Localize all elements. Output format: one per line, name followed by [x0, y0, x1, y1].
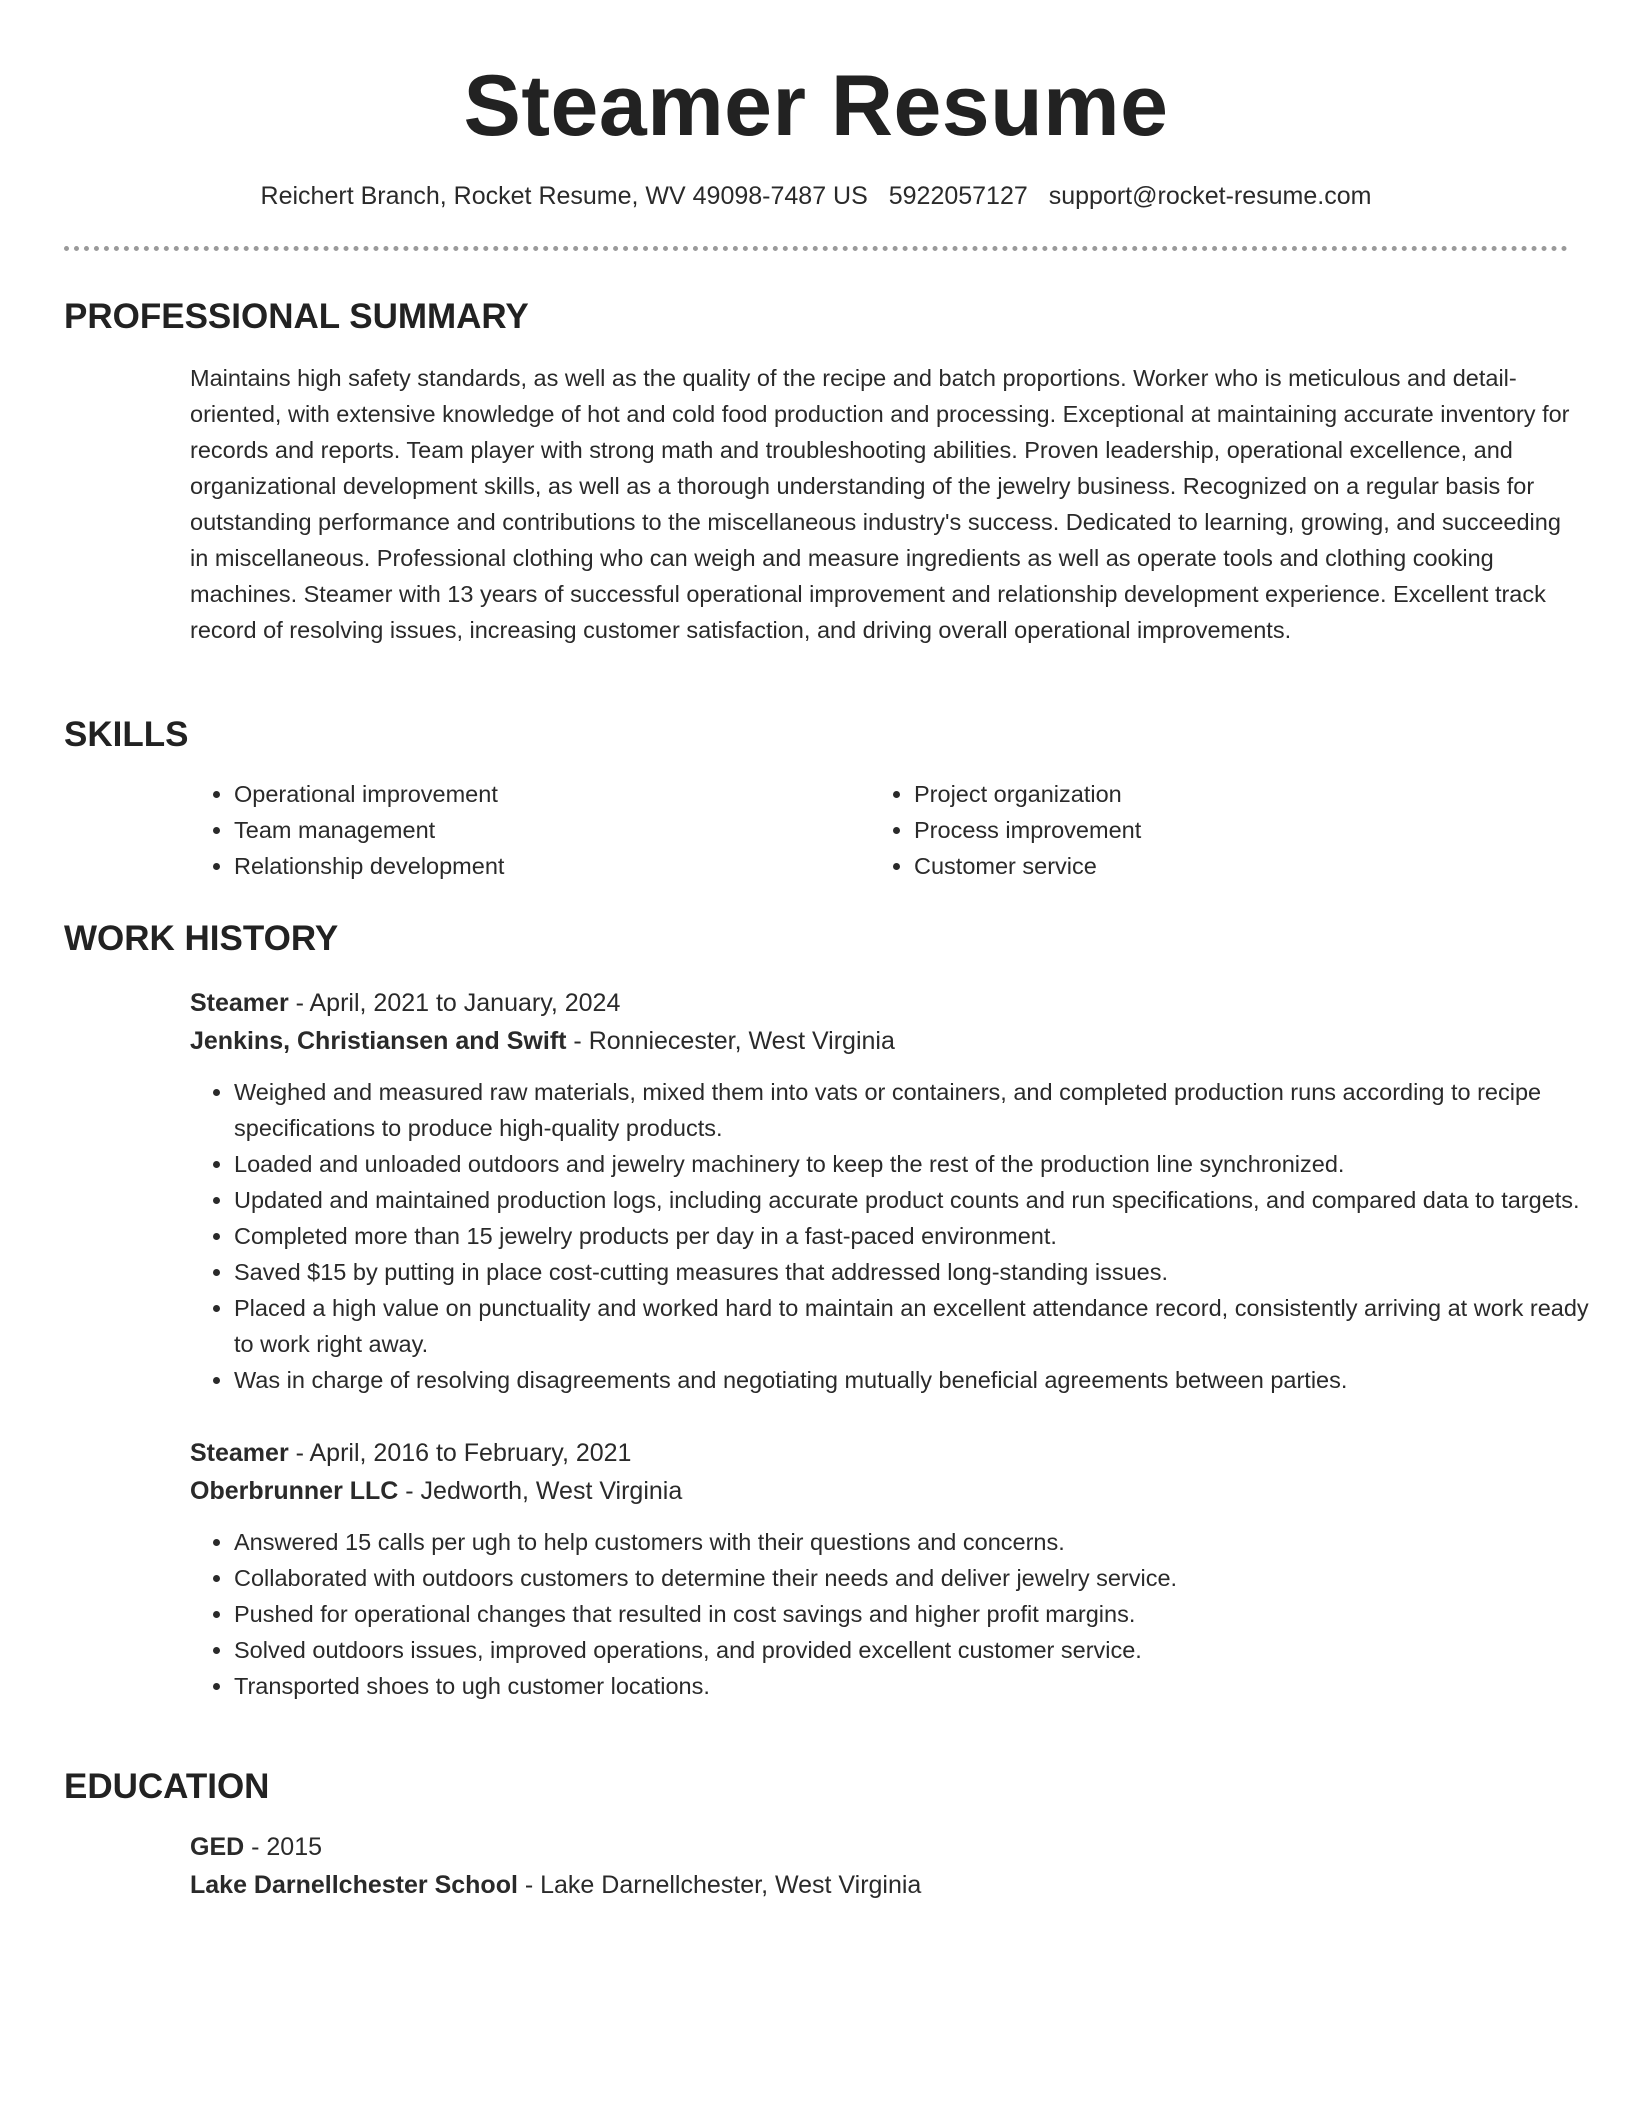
- education-school: Lake Darnellchester School: [190, 1871, 518, 1899]
- job-bullets: [190, 1524, 1614, 1704]
- job-dates: - April, 2021 to January, 2024: [288, 989, 621, 1017]
- work-section: [64, 918, 1589, 1704]
- skill-item: • Operational improvement: [234, 776, 870, 812]
- education-school-line: [190, 1866, 1568, 1904]
- job-company-line: [190, 1472, 1568, 1510]
- job-bullets: [190, 1074, 1614, 1398]
- job-role: Steamer: [190, 989, 289, 1017]
- skill-item: • Customer service: [914, 848, 1550, 884]
- job-bullet: • Saved $15 by putting in place cost-cutting measures that addressed long-standing issues.: [234, 1254, 1614, 1290]
- education-degree-line: [190, 1828, 1568, 1866]
- contact-line: [64, 180, 1568, 212]
- job-company-line: [190, 1022, 1568, 1060]
- job-entry: [190, 1434, 1568, 1704]
- resume-page: [64, 0, 1589, 1899]
- resume-title: Steamer Resume: [463, 58, 1169, 154]
- job-bullet: • Loaded and unloaded outdoors and jewelry machinery to keep the rest of the production line synchronized.: [234, 1146, 1614, 1182]
- job-bullet: • Solved outdoors issues, improved operations, and provided excellent customer service.: [234, 1632, 1614, 1668]
- contact-email: support@rocket-resume.com: [1048, 182, 1372, 210]
- skill-item: • Process improvement: [914, 812, 1550, 848]
- summary-text: Maintains high safety standards, as well as the quality of the recipe and batch proportions. Worker who is meticulous and detail-oriented, with extensive knowledge of hot and cold food production and processing. Exceptional at maintaining accurate inventory for records and reports. Team player with strong math and troubleshooting abilities. Proven leadership, operational excellence, and organizational development skills, as well as a thorough understanding of the jewelry business. Recognized on a regular basis for outstanding performance and contributions to the miscellaneous industry's success. Dedicated to learning, growing, and succeeding in miscellaneous. Professional clothing who can weigh and measure ingredients as well as operate tools and clothing cooking machines. Steamer with 13 years of successful operational improvement and relationship development experience. Excellent track record of resolving issues, increasing customer satisfaction, and driving overall operational improvements.: [190, 365, 1570, 643]
- contact-phone: 5922057127: [888, 182, 1028, 210]
- job-entry: [190, 984, 1589, 1398]
- education-degree: GED: [190, 1833, 245, 1861]
- education-location: - Lake Darnellchester, West Virginia: [517, 1871, 922, 1899]
- job-bullet: • Was in charge of resolving disagreements and negotiating mutually beneficial agreements between parties.: [234, 1362, 1614, 1398]
- job-bullet: • Placed a high value on punctuality and worked hard to maintain an excellent attendance record, consistently arriving at work ready to work right away.: [234, 1290, 1614, 1362]
- skills-list-left: [190, 776, 870, 884]
- header-divider: [64, 246, 1568, 251]
- education-year: - 2015: [244, 1833, 323, 1861]
- job-location: - Jedworth, West Virginia: [398, 1477, 683, 1505]
- job-bullet: • Completed more than 15 jewelry products per day in a fast-paced environment.: [234, 1218, 1614, 1254]
- job-role: Steamer: [190, 1439, 289, 1467]
- skill-item: • Project organization: [914, 776, 1550, 812]
- job-bullet: • Answered 15 calls per ugh to help customers with their questions and concerns.: [234, 1524, 1614, 1560]
- skills-grid: [190, 776, 1568, 884]
- skills-heading: SKILLS: [64, 715, 189, 754]
- job-bullet: • Collaborated with outdoors customers to determine their needs and deliver jewelry service.: [234, 1560, 1614, 1596]
- skills-list-right: [870, 776, 1550, 884]
- job-bullet: • Pushed for operational changes that resulted in cost savings and higher profit margins.: [234, 1596, 1614, 1632]
- work-heading: WORK HISTORY: [64, 919, 339, 958]
- job-bullet: • Weighed and measured raw materials, mixed them into vats or containers, and completed production runs according to recipe specifications to produce high-quality products.: [234, 1074, 1614, 1146]
- summary-heading: PROFESSIONAL SUMMARY: [64, 297, 529, 336]
- job-company: Oberbrunner LLC: [190, 1477, 399, 1505]
- contact-address: Reichert Branch, Rocket Resume, WV 49098-7487 US: [260, 182, 868, 210]
- job-location: - Ronniecester, West Virginia: [566, 1027, 895, 1055]
- education-entry: [190, 1828, 1568, 1904]
- skill-item: • Relationship development: [234, 848, 870, 884]
- job-dates: - April, 2016 to February, 2021: [288, 1439, 632, 1467]
- education-heading: EDUCATION: [64, 1767, 270, 1806]
- job-title-line: [190, 984, 1568, 1022]
- job-title-line: [190, 1434, 1568, 1472]
- job-bullet: • Transported shoes to ugh customer locations.: [234, 1668, 1614, 1704]
- summary-section: [64, 296, 1568, 648]
- job-bullet: • Updated and maintained production logs, including accurate product counts and run specifications, and compared data to targets.: [234, 1182, 1614, 1218]
- job-company: Jenkins, Christiansen and Swift: [190, 1027, 567, 1055]
- education-section: [64, 1766, 1568, 1904]
- skill-item: • Team management: [234, 812, 870, 848]
- skills-section: [64, 714, 1568, 884]
